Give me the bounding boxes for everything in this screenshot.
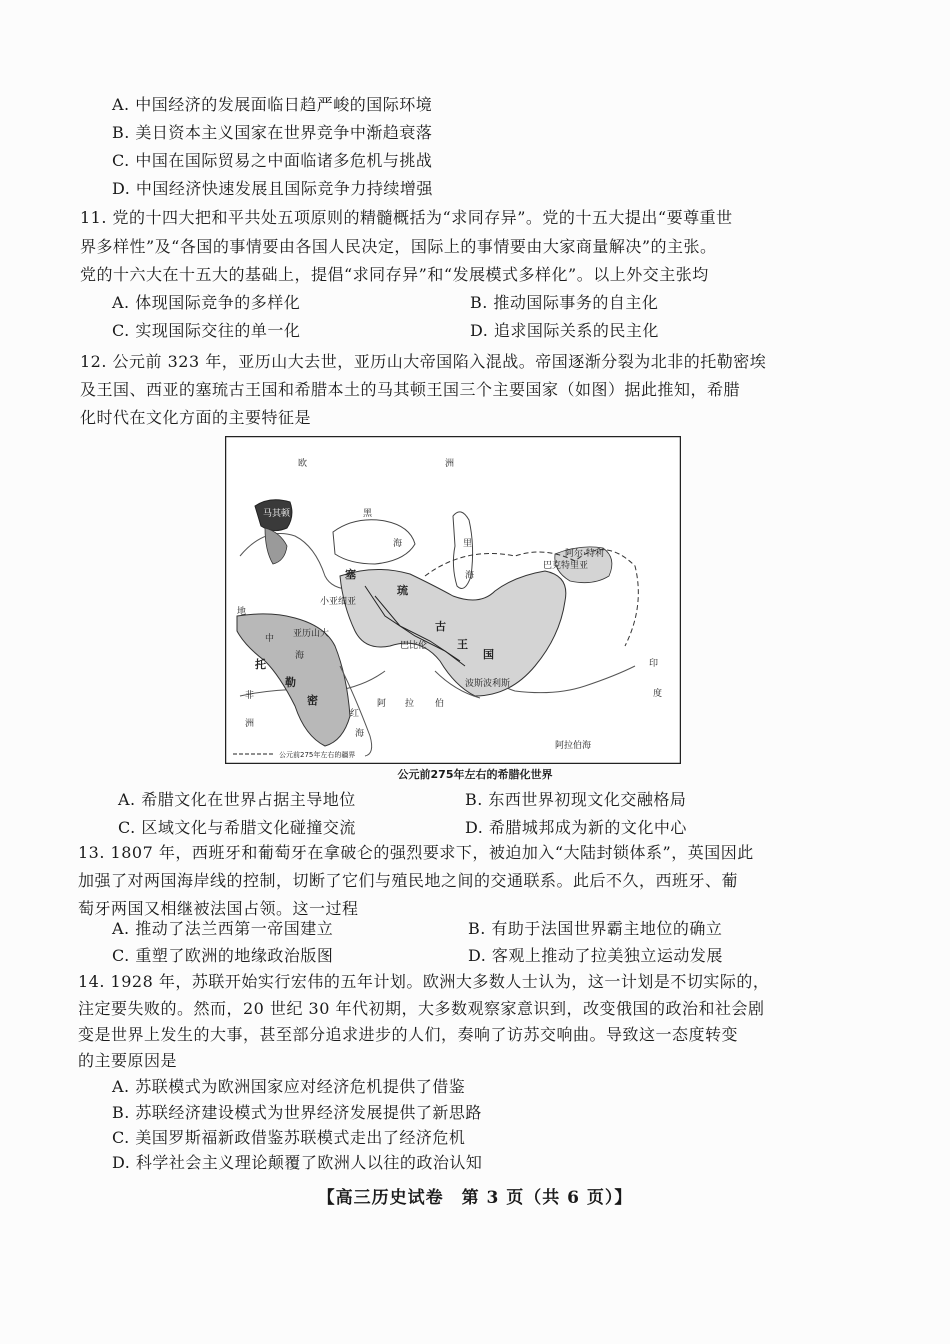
q12-stem-line: 及王国、西亚的塞琉古王国和希腊本土的马其顿王国三个主要国家（如图）据此推知，希腊 — [80, 380, 741, 399]
map-label: 王 — [457, 638, 468, 651]
map-label: 马其顿 — [263, 509, 291, 519]
map-label: 勒 — [285, 676, 296, 689]
q14-option-b: B. 苏联经济建设模式为世界经济发展提供了新思路 — [112, 1103, 482, 1122]
page-footer: 【高三历史试卷 第 3 页（共 6 页）】 — [317, 1188, 633, 1208]
map-label: 海 — [465, 571, 475, 581]
map-caption: 公元前275年左右的希腊化世界 — [397, 768, 553, 781]
map-label: 海 — [355, 729, 365, 739]
map-label: 海 — [393, 539, 403, 549]
map-label: 密 — [307, 694, 318, 707]
q14-option-c: C. 美国罗斯福新政借鉴苏联模式走出了经济危机 — [112, 1128, 466, 1147]
q12-option-d: D. 希腊城邦成为新的文化中心 — [465, 818, 687, 837]
q13-option-b: B. 有助于法国世界霸主地位的确立 — [468, 919, 723, 938]
q13-stem-line: 萄牙两国又相继被法国占领。这一过程 — [78, 899, 359, 918]
q13-stem-line: 加强了对两国海岸线的控制，切断了它们与殖民地之间的交通联系。此后不久，西班牙、葡 — [78, 871, 739, 890]
map-label: 波斯波利斯 — [465, 679, 511, 689]
map-label: 国 — [483, 648, 494, 661]
q11-option-a: A. 体现国际竞争的多样化 — [112, 293, 301, 312]
q13-stem-line: 13. 1807 年，西班牙和葡萄牙在拿破仑的强烈要求下，被迫加入“大陆封锁体系”，英国因此 — [78, 843, 754, 862]
map-label: 非 — [245, 691, 255, 701]
map-label: 中 — [265, 634, 275, 644]
map-label: 托 — [255, 658, 266, 671]
q14-stem-line: 14. 1928 年，苏联开始实行宏伟的五年计划。欧洲大多数人士认为，这一计划是不切实际的， — [78, 972, 770, 991]
q11-stem-line: 党的十六大在十五大的基础上，提倡“求同存异”和“发展模式多样化”。以上外交主张均 — [80, 265, 709, 284]
q12-option-b: B. 东西世界初现文化交融格局 — [465, 790, 687, 809]
map-label: 阿 — [377, 699, 387, 709]
map-label: 阿尔·特利 — [565, 549, 604, 559]
map-label: 古 — [435, 620, 446, 633]
q10-option-c: C. 中国在国际贸易之中面临诸多危机与挑战 — [112, 151, 433, 170]
q14-stem-line: 的主要原因是 — [78, 1051, 178, 1070]
q12-option-c: C. 区域文化与希腊文化碰撞交流 — [118, 818, 356, 837]
q14-option-a: A. 苏联模式为欧洲国家应对经济危机提供了借鉴 — [112, 1077, 466, 1096]
q10-option-b: B. 美日资本主义国家在世界竞争中渐趋衰落 — [112, 123, 433, 142]
map-label: 欧 — [298, 459, 308, 469]
q13-option-a: A. 推动了法兰西第一帝国建立 — [112, 919, 334, 938]
map-label: 小亚细亚 — [320, 597, 357, 607]
hellenistic-world-map — [225, 436, 681, 764]
q13-option-d: D. 客观上推动了拉美独立运动发展 — [468, 946, 723, 965]
q14-stem-line: 变是世界上发生的大事，甚至部分追求进步的人们，奏响了访苏交响曲。导致这一态度转变 — [78, 1025, 739, 1044]
q14-option-d: D. 科学社会主义理论颠覆了欧洲人以往的政治认知 — [112, 1153, 483, 1172]
q11-stem-line: 11. 党的十四大把和平共处五项原则的精髓概括为“求同存异”。党的十五大提出“要尊重世 — [80, 208, 733, 227]
map-label: 伯 — [435, 699, 445, 709]
map-label: 阿拉伯海 — [555, 741, 592, 751]
map-label: 里 — [463, 539, 473, 549]
map-label: 亚历山大 — [293, 629, 330, 639]
q12-stem-line: 化时代在文化方面的主要特征是 — [80, 408, 312, 427]
map-label: 海 — [295, 651, 305, 661]
q11-option-c: C. 实现国际交往的单一化 — [112, 321, 301, 340]
q11-stem-line: 界多样性”及“各国的事情要由各国人民决定，国际上的事情要由大家商量解决”的主张。 — [80, 237, 717, 256]
map-label: 印 — [649, 659, 659, 669]
q14-stem-line: 注定要失败的。然而，20 世纪 30 年代初期，大多数观察家意识到，改变俄国的政治和社会剧 — [78, 999, 765, 1018]
q10-option-a: A. 中国经济的发展面临日趋严峻的国际环境 — [112, 95, 433, 114]
map-label: 巴克特里亚 — [543, 561, 589, 571]
map-label: 洲 — [245, 719, 255, 729]
q10-option-d: D. 中国经济快速发展且国际竞争力持续增强 — [112, 179, 433, 198]
q11-option-d: D. 追求国际关系的民主化 — [470, 321, 659, 340]
map-label: 度 — [653, 689, 663, 699]
q11-option-b: B. 推动国际事务的自主化 — [470, 293, 659, 312]
q12-option-a: A. 希腊文化在世界占据主导地位 — [118, 790, 356, 809]
q13-option-c: C. 重塑了欧洲的地缘政治版图 — [112, 946, 334, 965]
map-label: 地 — [237, 607, 247, 617]
map-label: 黑 — [363, 509, 373, 519]
map-label: 塞 — [345, 568, 356, 581]
map-label: 琉 — [397, 584, 408, 597]
map-label: 拉 — [405, 699, 415, 709]
legend-label: 公元前275年左右的疆界 — [279, 751, 356, 759]
map-label: 洲 — [445, 459, 455, 469]
q12-stem-line: 12. 公元前 323 年，亚历山大去世，亚历山大帝国陷入混战。帝国逐渐分裂为北非的托勒密埃 — [80, 352, 767, 371]
map-label: 红 — [350, 709, 360, 719]
map-label: 巴比伦 — [400, 641, 428, 651]
